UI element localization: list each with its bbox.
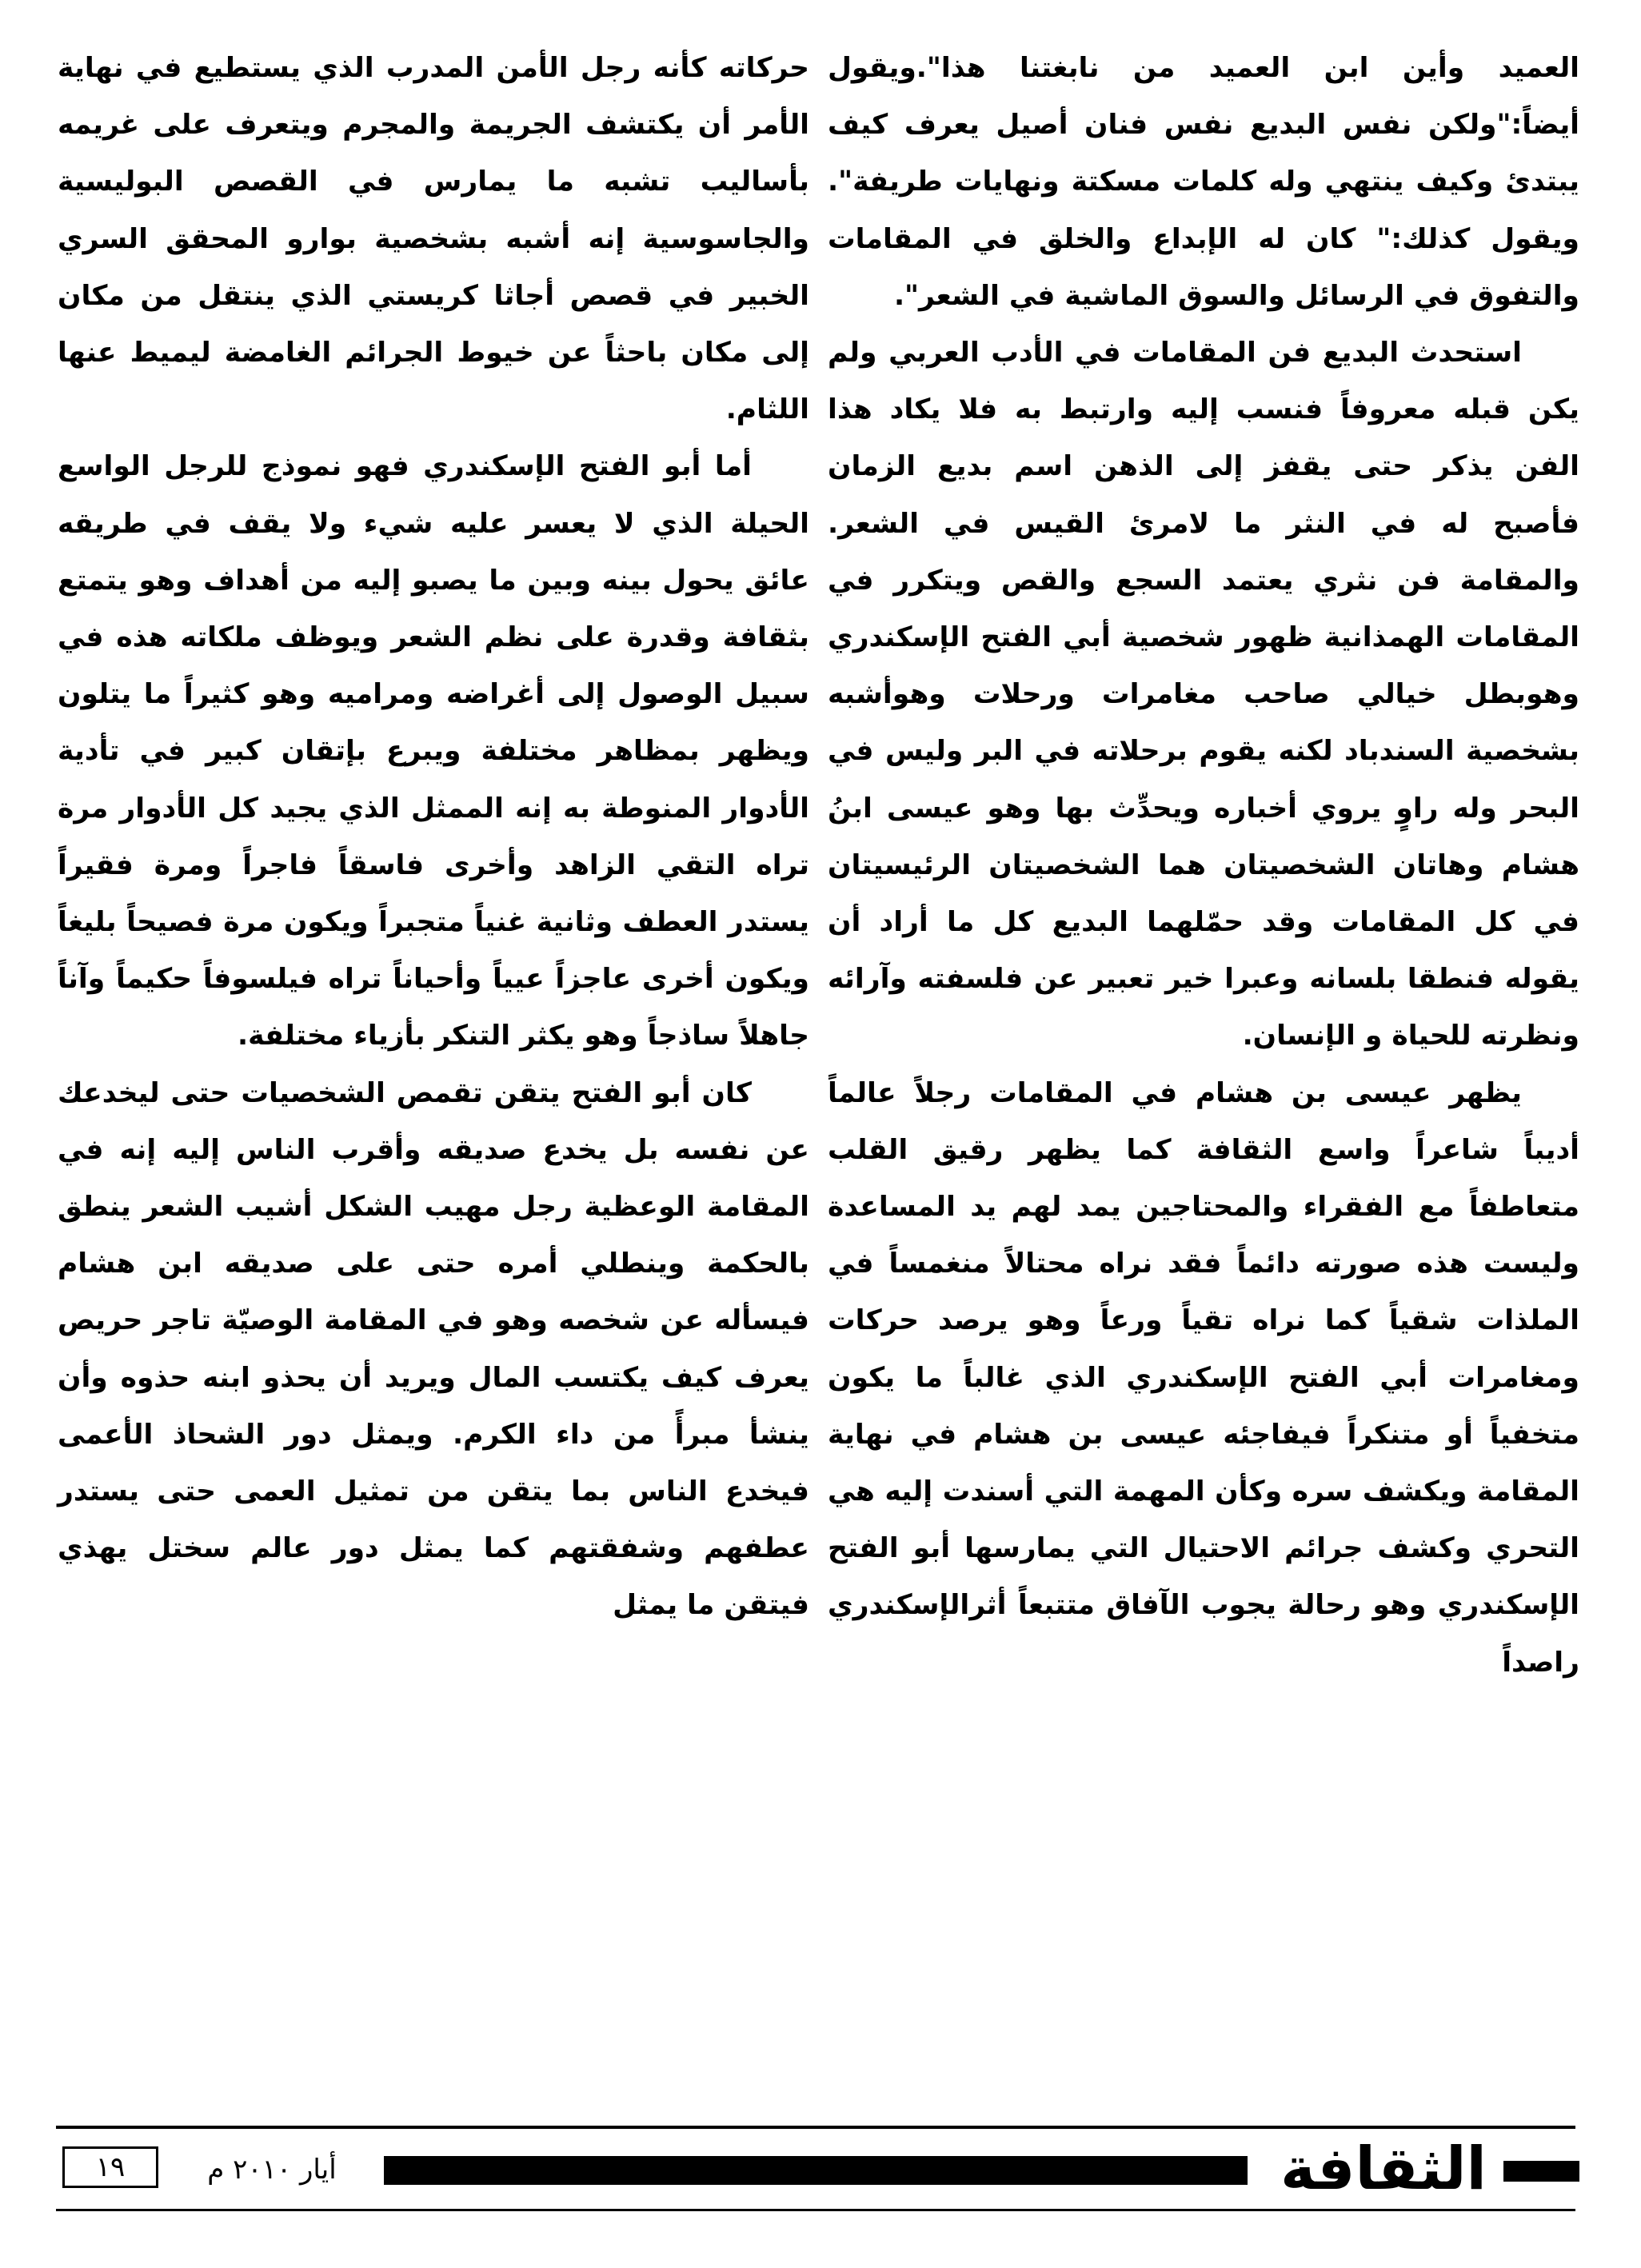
paragraph: العميد وأين ابن العميد من نابغتنا هذا".ويقول أيضاً:"ولكن نفس البديع نفس فنان أصيل يعرف كيف يبتدئ وكيف ينتهي وله كلمات مسكتة ونهايات طريفة". ويقول كذلك:" كان له الإبداع والخلق في المقامات والتفوق في الرسائل والسوق الماشية في الشعر". — [828, 52, 1579, 312]
paragraph: حركاته كأنه رجل الأمن المدرب الذي يستطيع في نهاية الأمر أن يكتشف الجريمة والمجرم ويتعرف على غريمه بأساليب تشبه ما يمارس في القصص البوليسية والجاسوسية إنه أشبه بشخصية بوارو المحقق السري الخبير في قصص أجاثا كريستي الذي ينتقل من مكان إلى مكان باحثاً عن خيوط الجرائم الغامضة ليميط عنها اللثام. — [58, 52, 809, 426]
article-column-left — [58, 40, 809, 1635]
page-footer — [0, 2126, 1641, 2214]
page-number: ١٩ — [62, 2146, 158, 2188]
paragraph: أما أبو الفتح الإسكندري فهو نموذج للرجل الواسع الحيلة الذي لا يعسر عليه شيء ولا يقف في طريقه عائق يحول بينه وبين ما يصبو إليه من أهداف وهو يتمتع بثقافة وقدرة على نظم الشعر ويوظف ملكاته هذه في سبيل الوصول إلى أغراضه ومراميه وهو كثيراً ما يتلون ويظهر بمظاهر مختلفة ويبرع بإتقان كبير في تأدية الأدوار المنوطة به إنه الممثل الذي يجيد كل الأدوار مرة تراه التقي الزاهد وأخرى فاسقاً فاجراً ومرة فقيراً يستدر العطف وثانية غنياً متجبراً ويكون مرة فصيحاً بليغاً ويكون أخرى عاجزاً عيياً وأحياناً تراه فيلسوفاً حكيماً وآناً جاهلاً ساذجاً وهو يكثر التنكر بأزياء مختلفة. — [58, 450, 809, 1052]
paragraph: كان أبو الفتح يتقن تقمص الشخصيات حتى ليخدعك عن نفسه بل يخدع صديقه وأقرب الناس إليه إنه في المقامة الوعظية رجل مهيب الشكل أشيب الشعر ينطق بالحكمة وينطلي أمره حتى على صديقه ابن هشام فيسأله عن شخصه وهو في المقامة الوصيّة تاجر حريص يعرف كيف يكتسب المال ويريد أن يحذو ابنه حذوه وأن ينشأ مبرأً من داء الكرم. ويمثل دور الشحاذ الأعمى فيخدع الناس بما يتقن من تمثيل العمى حتى يستدر عطفهم وشفقتهم كما يمثل دور عالم سختل يهذي فيتقن ما يمثل — [58, 1076, 809, 1622]
magazine-masthead: الثقافة — [1280, 2134, 1487, 2203]
paragraph: يظهر عيسى بن هشام في المقامات رجلاً عالماً أديباً شاعراً واسع الثقافة كما يظهر رقيق القلب متعاطفاً مع الفقراء والمحتاجين يمد لهم يد المساعدة وليست هذه صورته دائماً فقد نراه محتالاً منغمساً في الملذات شقياً كما نراه تقياً ورعاً وهو يرصد حركات ومغامرات أبي الفتح الإسكندري الذي غالباً ما يكون متخفياً أو متنكراً فيفاجئه عيسى بن هشام في نهاية المقامة ويكشف سره وكأن المهمة التي أسندت إليه هي التحري وكشف جرائم الاحتيال التي يمارسها أبو الفتح الإسكندري وهو رحالة يجوب الآفاق متتبعاً أثرالإسكندري راصداً — [828, 1076, 1579, 1679]
article-column-right — [828, 40, 1579, 1691]
footer-bottom-rule — [56, 2209, 1575, 2211]
footer-bar — [384, 2156, 1248, 2185]
paragraph: استحدث البديع فن المقامات في الأدب العربي ولم يكن قبله معروفاً فنسب إليه وارتبط به فلا يكاد هذا الفن يذكر حتى يقفز إلى الذهن اسم بديع الزمان فأصبح له في النثر ما لامرئ القيس في الشعر. والمقامة فن نثري يعتمد السجع والقص ويتكرر في المقامات الهمذانية ظهور شخصية أبي الفتح الإسكندري وهوبطل خيالي صاحب مغامرات ورحلات وهوأشبه بشخصية السندباد لكنه يقوم برحلاته في البر وليس في البحر وله راوٍ يروي أخباره ويحدِّث بها وهو عيسى ابنُ هشام وهاتان الشخصيتان هما الشخصيتان الرئيسيتان في كل المقامات وقد حمّلهما البديع كل ما أراد أن يقوله فنطقا بلسانه وعبرا خير تعبير عن فلسفته وآرائه ونظرته للحياة و الإنسان. — [828, 337, 1579, 1052]
footer-bar-right — [1503, 2161, 1579, 2182]
footer-top-rule — [56, 2126, 1575, 2129]
issue-date: أيار ٢٠١٠ م — [207, 2154, 337, 2186]
